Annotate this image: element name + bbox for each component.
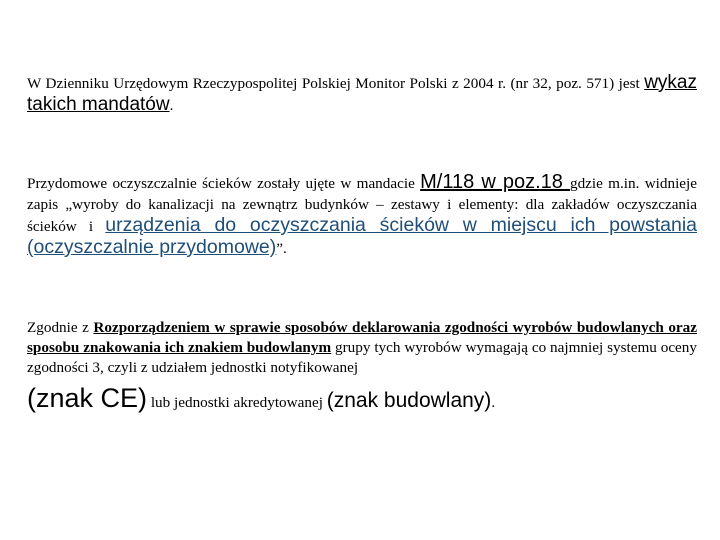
p2-text-middle: gdzie m.in. widnieje zapis „wyroby do kanalizacji na zewnątrz budynków – zestawy i elementy: dla zakładów oczyszczania ścieków i (27, 175, 698, 235)
paragraph-mandate-m118 (27, 172, 697, 259)
p3-text-middle: grupy tych wyrobów wymagają co najmniej systemu oceny zgodności 3, czyli z udziałem jednostki notyfikowanej (27, 339, 697, 376)
p2-text-before: Przydomowe oczyszczalnie ścieków zostały ujęte w mandacie (27, 175, 421, 192)
p3-text-after: . (491, 394, 496, 411)
p3-marks-line (27, 383, 697, 413)
paragraph-monitor-polski (27, 72, 697, 116)
mandate-list-emphasis: wykaz takich mandatów (27, 72, 697, 115)
p2-text-after: ”. (276, 240, 287, 257)
p1-text-before: W Dzienniku Urzędowym Rzeczypospolitej Polskiej Monitor Polski z 2004 r. (nr 32, poz. 571) jest (27, 75, 645, 92)
treatment-devices-link[interactable]: urządzenia do oczyszczania ścieków w miejscu ich powstania (oczyszczalnie przydomowe) (27, 214, 697, 258)
paragraph-conformity (27, 318, 697, 413)
p1-text-after: . (169, 97, 174, 114)
regulation-reference[interactable]: Rozporządzeniem w sprawie sposobów deklarowania zgodności wyrobów budowlanych oraz sposobu znakowania ich znakiem budowlanym (27, 319, 697, 356)
p3-text-before: Zgodnie z (27, 319, 94, 336)
ce-mark-text: (znak CE) (27, 383, 148, 413)
p3-text-or: lub jednostki akredytowanej (147, 394, 327, 411)
building-mark-text: (znak budowlany) (326, 389, 492, 412)
mandate-reference: M/118 w poz.18 (420, 171, 570, 193)
